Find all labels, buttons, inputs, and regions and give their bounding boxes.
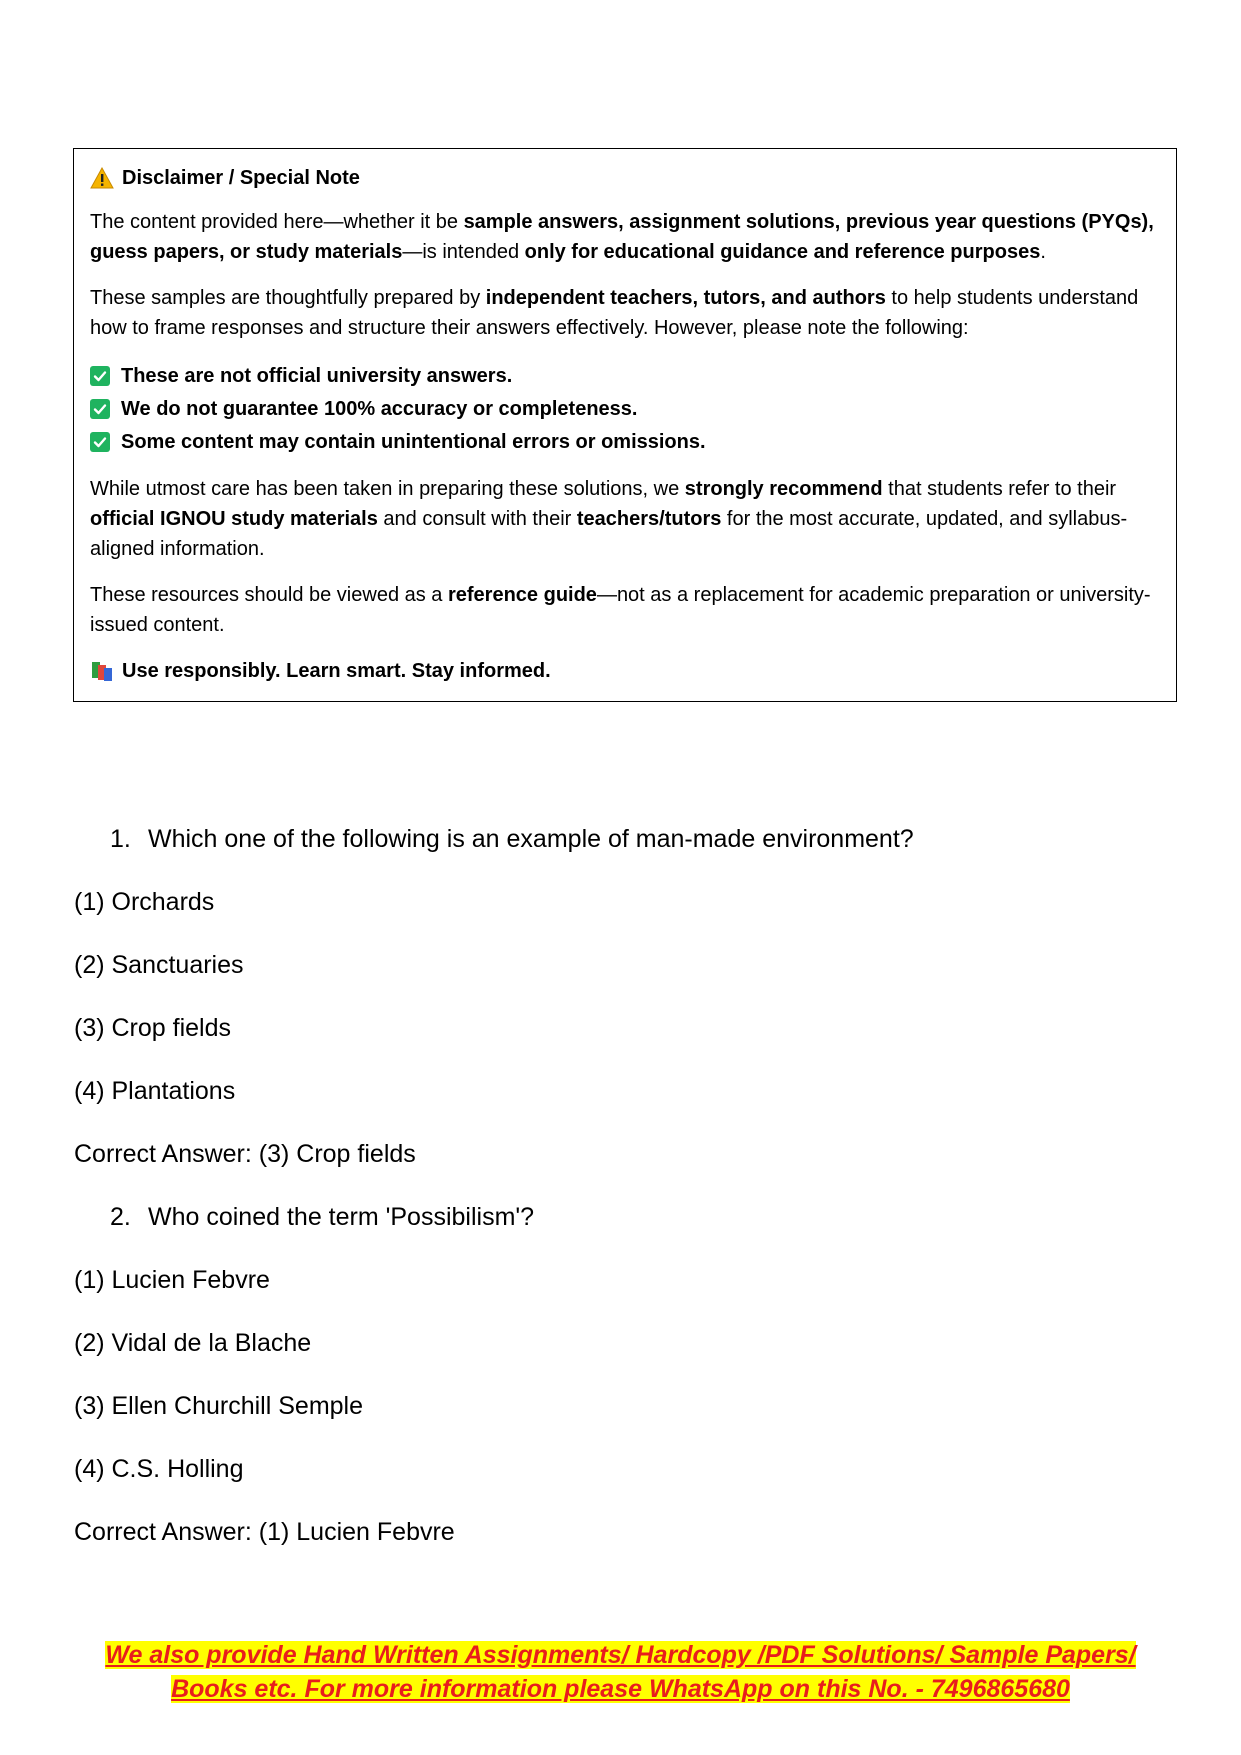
check-mark-icon bbox=[90, 366, 110, 386]
question-2: 2. Who coined the term 'Possibilism'? bbox=[110, 1203, 535, 1231]
disclaimer-heading bbox=[90, 163, 1160, 193]
check-mark-icon bbox=[90, 399, 110, 419]
check-mark-icon bbox=[90, 432, 110, 452]
disclaimer-paragraph-3: While utmost care has been taken in preparing these solutions, we strongly recommend that students refer to their official IGNOU study materials and consult with their teachers/tutors for the most accurate, updated, and syllabus-aligned information. bbox=[90, 478, 1128, 560]
q1-option-1: (1) Orchards bbox=[74, 888, 215, 916]
question-1: 1. Which one of the following is an example of man-made environment? bbox=[110, 825, 914, 853]
q2-option-2: (2) Vidal de la Blache bbox=[74, 1329, 312, 1357]
warning-icon bbox=[90, 167, 114, 189]
disclaimer-paragraph-4: These resources should be viewed as a reference guide—not as a replacement for academic preparation or university-issued content. bbox=[90, 584, 1151, 636]
disclaimer-paragraph-2: These samples are thoughtfully prepared by independent teachers, tutors, and authors to help students understand how to frame responses and structure their answers effectively. However, please note the following: bbox=[90, 287, 1139, 339]
q2-correct-answer: Correct Answer: (1) Lucien Febvre bbox=[74, 1518, 455, 1546]
disclaimer-title: Disclaimer / Special Note bbox=[122, 167, 360, 189]
disclaimer-footer: Use responsibly. Learn smart. Stay informed. bbox=[90, 656, 1160, 686]
check-item: Some content may contain unintentional errors or omissions. bbox=[90, 425, 1160, 458]
q1-option-4: (4) Plantations bbox=[74, 1077, 236, 1105]
q2-option-1: (1) Lucien Febvre bbox=[74, 1266, 270, 1294]
disclaimer-paragraph-1: The content provided here—whether it be sample answers, assignment solutions, previous year questions (PYQs), guess papers, or study materials—is intended only for educational guidance and reference purposes. bbox=[90, 211, 1154, 263]
promo-banner bbox=[0, 1638, 1241, 1706]
check-item: We do not guarantee 100% accuracy or completeness. bbox=[90, 392, 1160, 425]
q1-option-2: (2) Sanctuaries bbox=[74, 951, 244, 979]
q1-option-3: (3) Crop fields bbox=[74, 1014, 231, 1042]
promo-line-1: We also provide Hand Written Assignments/ Hardcopy /PDF Solutions/ Sample Papers/ bbox=[105, 1641, 1136, 1669]
check-item: These are not official university answers. bbox=[90, 359, 1160, 392]
promo-line-2: Books etc. For more information please WhatsApp on this No. - 7496865680 bbox=[171, 1675, 1070, 1703]
q2-option-4: (4) C.S. Holling bbox=[74, 1455, 244, 1483]
books-icon bbox=[90, 659, 114, 683]
disclaimer-box bbox=[73, 148, 1177, 702]
q1-correct-answer: Correct Answer: (3) Crop fields bbox=[74, 1140, 416, 1168]
q2-option-3: (3) Ellen Churchill Semple bbox=[74, 1392, 364, 1420]
disclaimer-checklist bbox=[90, 359, 1160, 458]
